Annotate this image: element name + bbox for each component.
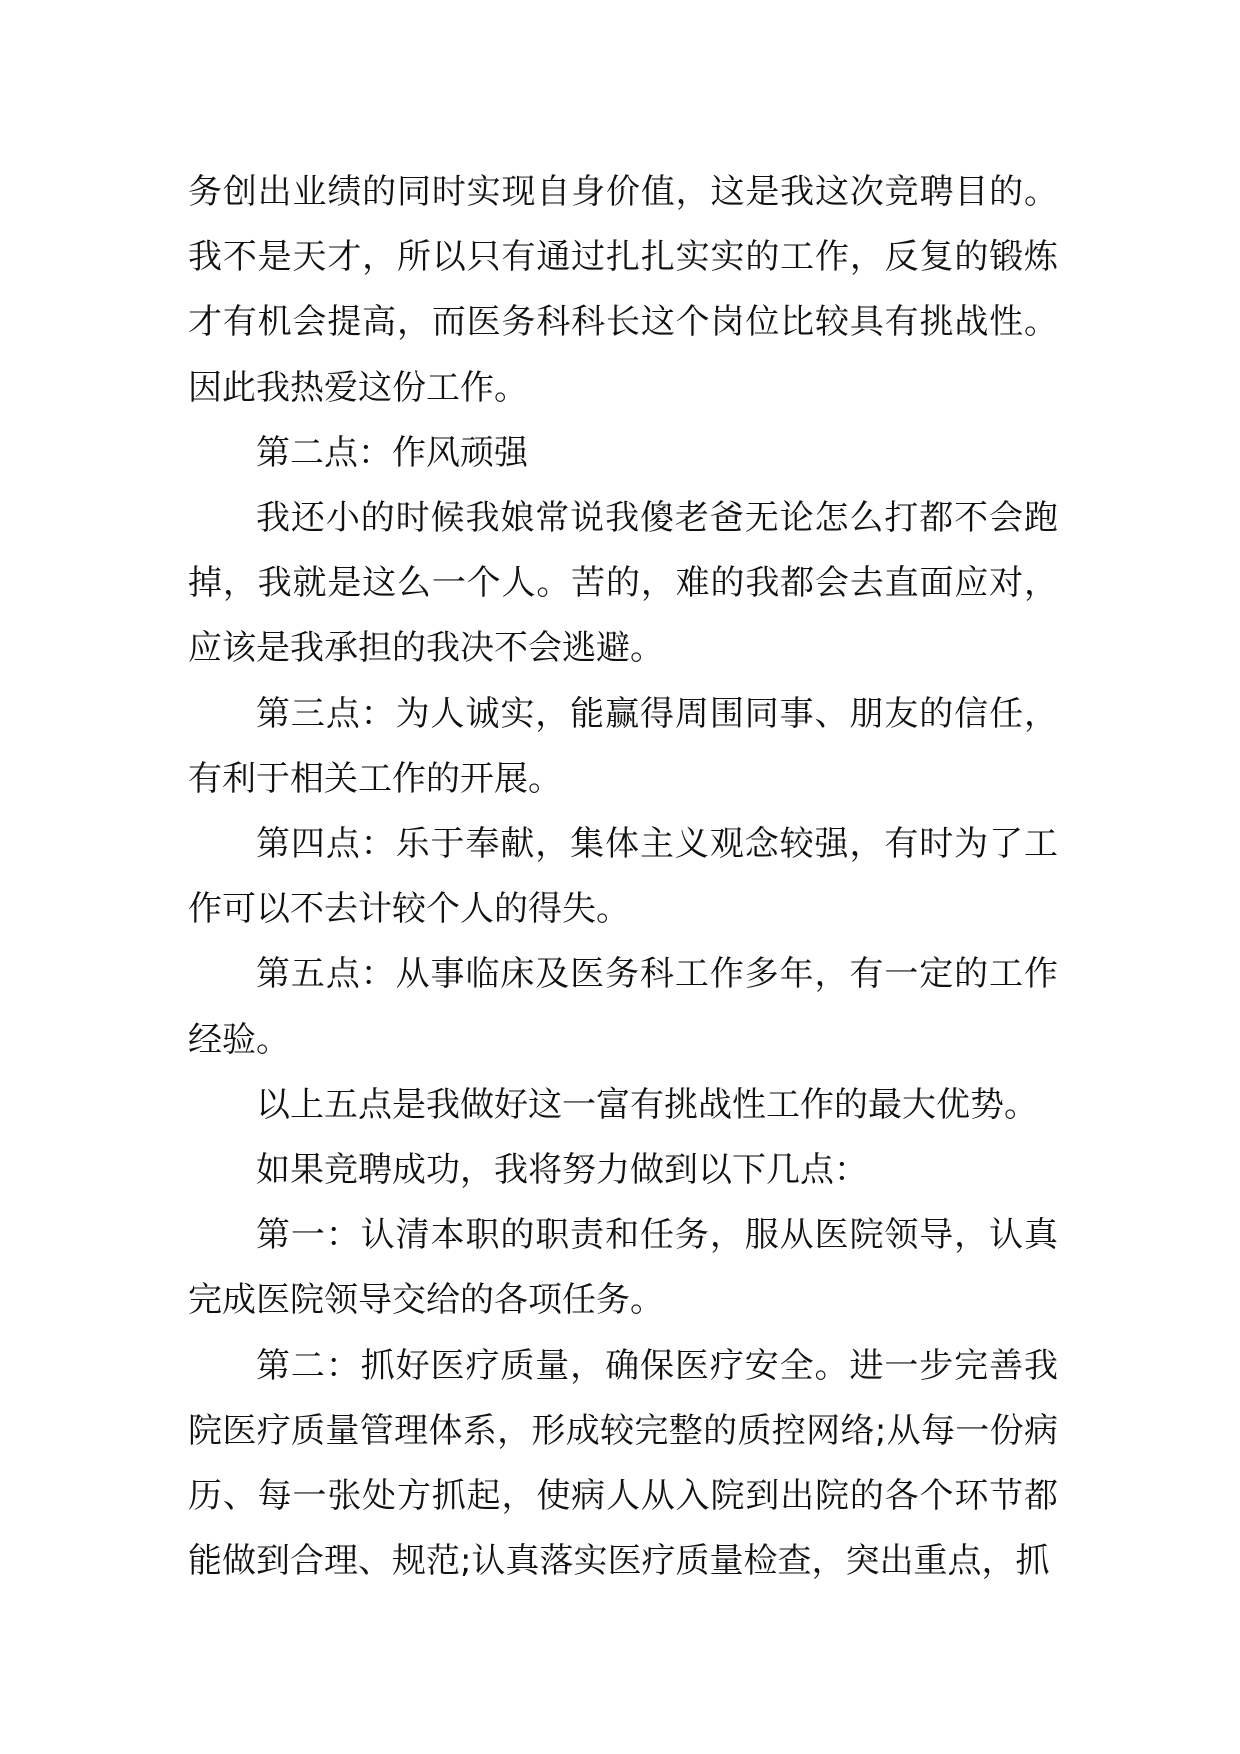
- paragraph-2: 第二点：作风顽强: [256, 432, 528, 473]
- paragraph-9: 第一：认清本职的职责和任务，服从医院领导，认真完成医院领导交给的各项任务。: [188, 1215, 1058, 1321]
- body-text: [188, 160, 1058, 1594]
- paragraph-3: 我还小的时候我娘常说我傻老爸无论怎么打都不会跑掉，我就是这么一个人。苦的，难的我都会去直面应对，应该是我承担的我决不会逃避。: [188, 498, 1058, 669]
- paragraph-1: 务创出业绩的同时实现自身价值，这是我这次竞聘目的。我不是天才，所以只有通过扎扎实实的工作，反复的锻炼才有机会提高，而医务科科长这个岗位比较具有挑战性。因此我热爱这份工作。: [188, 172, 1058, 408]
- paragraph-8: 如果竞聘成功，我将努力做到以下几点：: [256, 1150, 868, 1191]
- paragraph-5: 第四点：乐于奉献，集体主义观念较强，有时为了工作可以不去计较个人的得失。: [188, 824, 1058, 930]
- paragraph-7: 以上五点是我做好这一富有挑战性工作的最大优势。: [256, 1084, 1038, 1125]
- paragraph-6: 第五点：从事临床及医务科工作多年，有一定的工作经验。: [188, 954, 1058, 1060]
- paragraph-10: 第二：抓好医疗质量，确保医疗安全。进一步完善我院医疗质量管理体系，形成较完整的质控网络;从每一份病历、每一张处方抓起，使病人从入院到出院的各个环节都能做到合理、规范;认真落实医疗质量检查，突出重点，抓: [188, 1345, 1058, 1582]
- paragraph-4: 第三点：为人诚实，能赢得周围同事、朋友的信任，有利于相关工作的开展。: [188, 693, 1058, 799]
